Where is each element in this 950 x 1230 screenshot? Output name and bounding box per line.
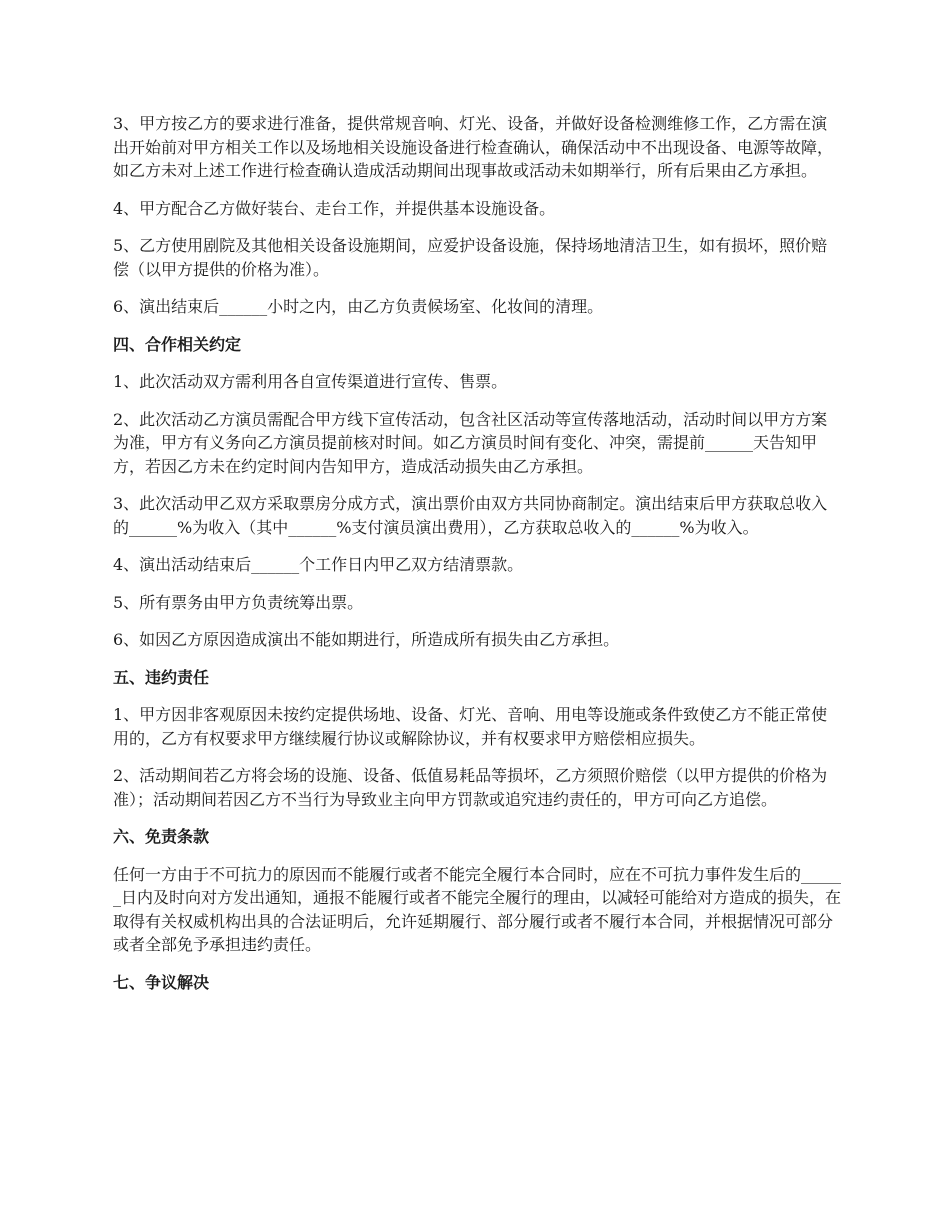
document-page [113,112,843,1008]
clause-4-6: 6、如因乙方原因造成演出不能如期进行，所造成所有损失由乙方承担。 [113,630,620,649]
clause-4-5: 5、所有票务由甲方负责统筹出票。 [113,592,364,612]
clause-3-3: 3、甲方按乙方的要求进行准备，提供常规音响、灯光、设备，并做好设备检测维修工作，乙方需在演出开始前对甲方相关工作以及场地相关设施设备进行检查确认，确保活动中不出现设备、电源等故障，如乙方未对上述工作进行检查确认造成活动期间出现事故或活动未如期举行，所有后果由乙方承担。 [113,114,834,180]
clause-4-1: 1、此次活动双方需利用各自宣传渠道进行宣传、售票。 [113,372,508,391]
clause-4-3: 3、此次活动甲乙双方采取票房分成方式，演出票价由双方共同协商制定。演出结束后甲方获取总收入的______%为收入（其中______%支付演员演出费用），乙方获取总收入的______%为收入。 [113,494,828,537]
clause-3-4: 4、甲方配合乙方做好装台、走台工作，并提供基本设施设备。 [113,198,556,218]
clause-3-5: 5、乙方使用剧院及其他相关设备设施期间，应爱护设备设施，保持场地清洁卫生，如有损坏，照价赔偿（以甲方提供的价格为准）。 [113,236,828,279]
clause-5-2: 2、活动期间若乙方将会场的设施、设备、低值易耗品等损坏，乙方须照价赔偿（以甲方提供的价格为准）；活动期间若因乙方不当行为导致业主向甲方罚款或追究违约责任的，甲方可向乙方追偿。 [113,766,828,809]
section-heading-exemption: 六、免责条款 [113,827,210,846]
section-heading-liability: 五、违约责任 [113,667,210,687]
section-heading-cooperation: 四、合作相关约定 [113,334,242,354]
clause-5-1: 1、甲方因非客观原因未按约定提供场地、设备、灯光、音响、用电等设施或条件致使乙方不能正常使用的，乙方有权要求甲方继续履行协议或解除协议，并有权要求甲方赔偿相应损失。 [113,705,828,748]
clause-3-6: 6、演出结束后______小时之内，由乙方负责候场室、化妆间的清理。 [113,297,604,316]
clause-6-1: 任何一方由于不可抗力的原因而不能履行或者不能完全履行本合同时，应在不可抗力事件发生后的______日内及时向对方发出通知，通报不能履行或者不能完全履行的理由，以减轻可能给对方造成的损失，在取得有关权威机构出具的合法证明后，允许延期履行、部分履行或者不履行本合同，并根据情况可部分或者全部免予承担违约责任。 [113,864,842,954]
clause-4-4: 4、演出活动结束后______个工作日内甲乙双方结清票款。 [113,555,524,574]
section-heading-dispute: 七、争议解决 [113,972,210,992]
clause-4-2: 2、此次活动乙方演员需配合甲方线下宣传活动，包含社区活动等宣传落地活动，活动时间以甲方方案为准，甲方有义务向乙方演员提前核对时间。如乙方演员时间有变化、冲突，需提前______天告知甲方，若因乙方未在约定时间内告知甲方，造成活动损失由乙方承担。 [113,409,828,476]
